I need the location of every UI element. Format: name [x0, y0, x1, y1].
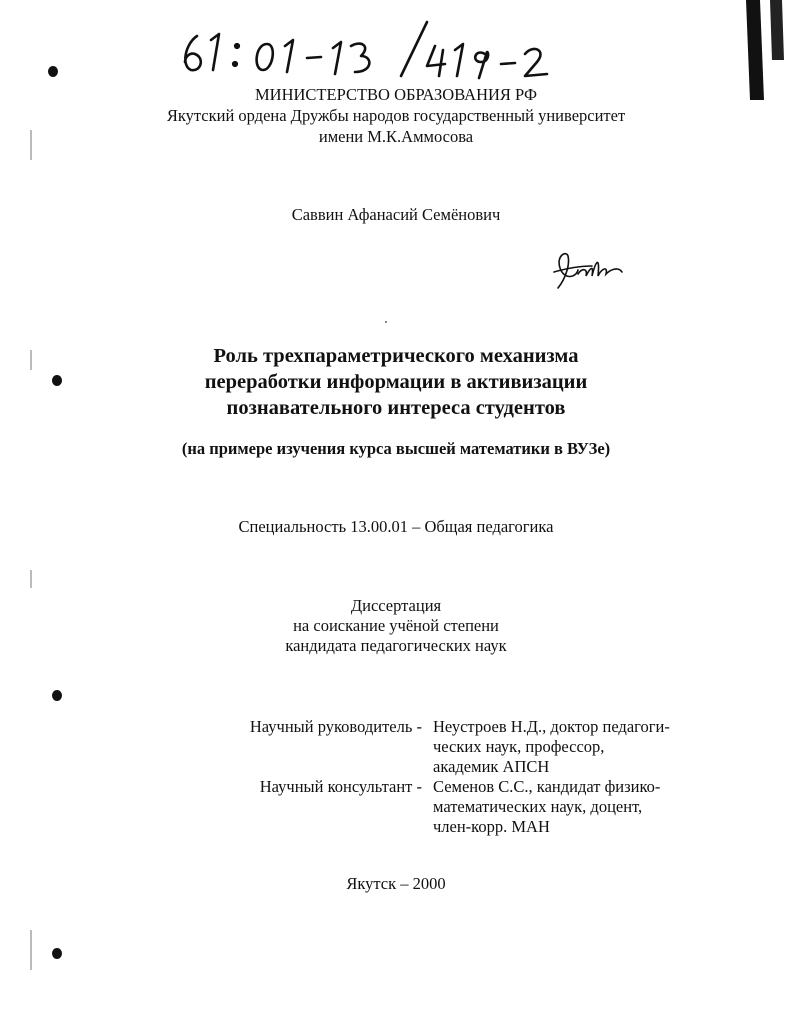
supervisor-details — [433, 717, 733, 777]
university-name: Якутский ордена Дружбы народов государственный университет — [166, 106, 626, 125]
university-name-cont: имени М.К.Аммосова — [318, 127, 474, 146]
consultant-line: член-корр. МАН — [433, 817, 550, 836]
consultant-line: математических наук, доцент, — [433, 797, 643, 816]
degree-line: на соискание учёной степени — [293, 616, 499, 635]
scan-noise — [30, 930, 32, 970]
degree-statement — [0, 596, 792, 656]
specialty-line: Специальность 13.00.01 – Общая педагогика — [238, 517, 554, 536]
city-year: Якутск – 2000 — [346, 874, 446, 893]
consultant-block — [0, 777, 792, 837]
punch-hole-mark — [52, 690, 62, 701]
consultant-role: Научный консультант - — [259, 777, 422, 796]
dissertation-subtitle: (на примере изучения курса высшей математики в ВУЗе) — [181, 439, 611, 458]
supervisor-role: Научный руководитель - — [249, 717, 422, 736]
title-line: Роль трехпараметрического механизма — [213, 345, 579, 367]
consultant-details — [433, 777, 733, 837]
handwritten-catalog-number — [175, 14, 565, 84]
supervisor-line: ческих наук, профессор, — [433, 737, 605, 756]
degree-line: Диссертация — [350, 596, 442, 615]
institution-header — [0, 84, 792, 147]
scan-noise — [30, 570, 32, 588]
punch-hole-mark — [48, 66, 58, 77]
supervisor-line: академик АПСН — [433, 757, 550, 776]
handwritten-signature — [548, 248, 633, 298]
punch-hole-mark — [52, 948, 62, 959]
degree-line: кандидата педагогических наук — [285, 636, 507, 655]
ministry-name: МИНИСТЕРСТВО ОБРАЗОВАНИЯ РФ — [254, 85, 537, 104]
supervisor-block — [0, 717, 792, 777]
author-name: Саввин Афанасий Семёнович — [291, 205, 501, 224]
scan-speck — [385, 321, 387, 323]
title-line: переработки информации в активизации — [204, 371, 588, 393]
consultant-line: Семенов С.С., кандидат физико- — [433, 777, 661, 796]
dissertation-title — [0, 343, 792, 421]
supervisor-line: Неустроев Н.Д., доктор педагоги- — [433, 717, 670, 736]
title-line: познавательного интереса студентов — [226, 397, 566, 419]
